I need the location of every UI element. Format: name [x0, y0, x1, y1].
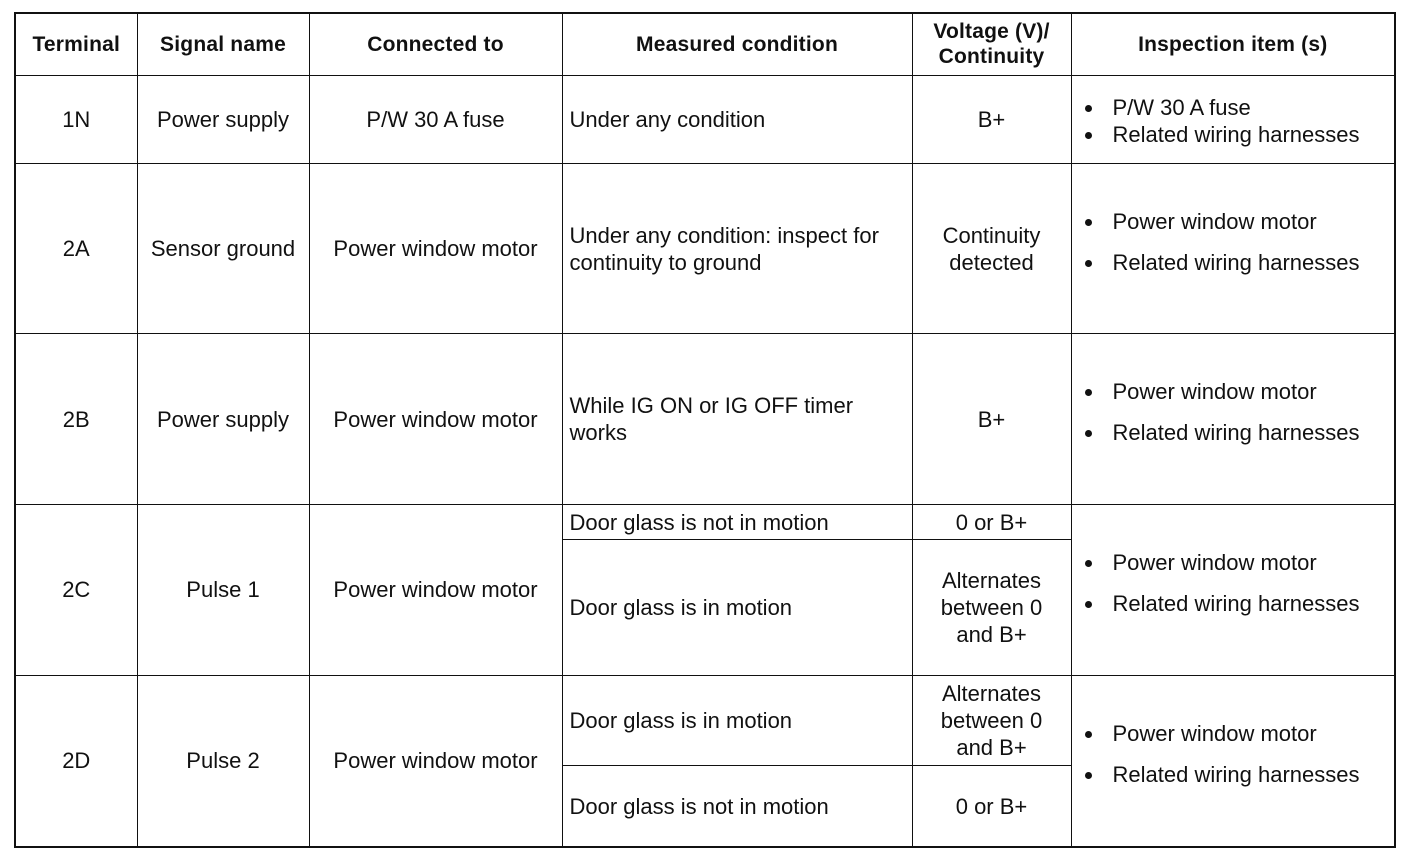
header-inspection-items: Inspection item (s): [1071, 13, 1395, 75]
terminal-cell: 2C: [15, 505, 137, 676]
inspection-cell: [1071, 675, 1395, 847]
inspection-list: [1079, 378, 1388, 446]
terminal-cell: 2A: [15, 163, 137, 334]
bullet-icon: [1085, 105, 1092, 112]
bullet-icon: [1085, 389, 1092, 396]
measured-condition-cell: Door glass is not in motion: [562, 766, 912, 847]
inspection-cell: [1071, 334, 1395, 505]
signal-name-cell: Power supply: [137, 75, 309, 163]
inspection-item: Related wiring harnesses: [1079, 121, 1388, 148]
inspection-item: Related wiring harnesses: [1079, 249, 1388, 276]
header-terminal: Terminal: [15, 13, 137, 75]
signal-name-cell: Power supply: [137, 334, 309, 505]
voltage-cell: Alternates between 0 and B+: [912, 540, 1071, 676]
bullet-icon: [1085, 219, 1092, 226]
voltage-cell: Continuity detected: [912, 163, 1071, 334]
inspection-cell: [1071, 75, 1395, 163]
table-row: [15, 75, 1395, 163]
inspection-item: Power window motor: [1079, 720, 1388, 747]
signal-name-cell: Sensor ground: [137, 163, 309, 334]
inspection-list: [1079, 94, 1388, 148]
inspection-item: Power window motor: [1079, 208, 1388, 235]
bullet-icon: [1085, 601, 1092, 608]
inspection-cell: [1071, 163, 1395, 334]
header-signal-name: Signal name: [137, 13, 309, 75]
voltage-cell: 0 or B+: [912, 766, 1071, 847]
measured-condition-cell: Door glass is in motion: [562, 540, 912, 676]
connected-to-cell: Power window motor: [309, 505, 562, 676]
inspection-cell: [1071, 505, 1395, 676]
header-voltage-continuity: [912, 13, 1071, 75]
terminal-cell: 2D: [15, 675, 137, 847]
terminal-cell: 2B: [15, 334, 137, 505]
inspection-item: P/W 30 A fuse: [1079, 94, 1388, 121]
measured-condition-cell: Door glass is in motion: [562, 675, 912, 765]
table-row: [15, 163, 1395, 334]
signal-name-cell: Pulse 2: [137, 675, 309, 847]
measured-condition-cell: Under any condition: inspect for continuity to ground: [562, 163, 912, 334]
bullet-icon: [1085, 560, 1092, 567]
inspection-item: Power window motor: [1079, 549, 1388, 576]
bullet-icon: [1085, 772, 1092, 779]
voltage-cell: B+: [912, 334, 1071, 505]
bullet-icon: [1085, 132, 1092, 139]
connected-to-cell: Power window motor: [309, 675, 562, 847]
inspection-list: [1079, 549, 1388, 617]
table-row: [15, 505, 1395, 540]
bullet-icon: [1085, 260, 1092, 267]
signal-name-cell: Pulse 1: [137, 505, 309, 676]
connected-to-cell: Power window motor: [309, 334, 562, 505]
measured-condition-cell: While IG ON or IG OFF timer works: [562, 334, 912, 505]
bullet-icon: [1085, 430, 1092, 437]
inspection-item: Power window motor: [1079, 378, 1388, 405]
inspection-list: [1079, 208, 1388, 276]
voltage-cell: B+: [912, 75, 1071, 163]
inspection-item: Related wiring harnesses: [1079, 761, 1388, 788]
header-voltage-line2: Continuity: [938, 45, 1045, 69]
inspection-item: Related wiring harnesses: [1079, 590, 1388, 617]
voltage-cell: 0 or B+: [912, 505, 1071, 540]
voltage-cell: Alternates between 0 and B+: [912, 675, 1071, 765]
table-row: [15, 334, 1395, 505]
inspection-item: Related wiring harnesses: [1079, 419, 1388, 446]
header-measured-condition: Measured condition: [562, 13, 912, 75]
terminal-cell: 1N: [15, 75, 137, 163]
connected-to-cell: P/W 30 A fuse: [309, 75, 562, 163]
header-connected-to: Connected to: [309, 13, 562, 75]
measured-condition-cell: Door glass is not in motion: [562, 505, 912, 540]
header-voltage-line1: Voltage (V)/: [933, 20, 1050, 44]
inspection-list: [1079, 720, 1388, 788]
bullet-icon: [1085, 731, 1092, 738]
connected-to-cell: Power window motor: [309, 163, 562, 334]
terminal-inspection-table: [14, 12, 1396, 848]
table-row: [15, 675, 1395, 765]
header-row: [15, 13, 1395, 75]
measured-condition-cell: Under any condition: [562, 75, 912, 163]
